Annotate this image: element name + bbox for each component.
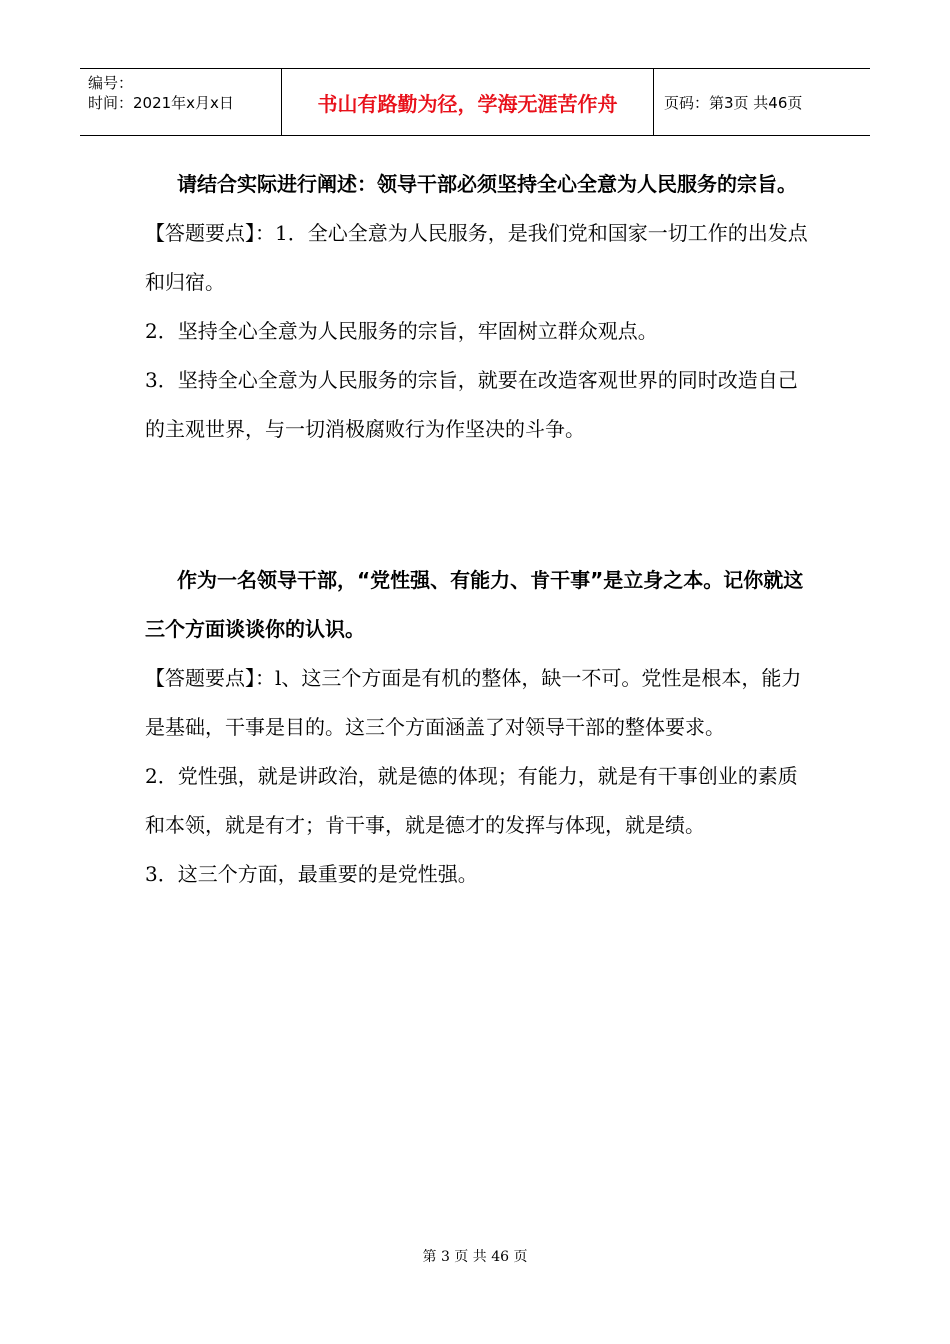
header-page-info: 页码：第3页 共46页 xyxy=(664,93,803,112)
answer-paragraph: 2．党性强，就是讲政治，就是德的体现；有能力，就是有干事创业的素质和本领，就是有才；肯干事，就是德才的发挥与体现，就是绩。 xyxy=(145,764,798,837)
document-time-label: 时间：2021年x月x日 xyxy=(88,94,234,112)
document-body xyxy=(145,160,810,899)
answer-paragraph: 【答题要点】：l、这三个方面是有机的整体，缺一不可。党性是根本，能力是基础，干事是目的。这三个方面涵盖了对领导干部的整体要求。 xyxy=(145,666,802,739)
answer-paragraph: 2．坚持全心全意为人民服务的宗旨，牢固树立群众观点。 xyxy=(145,319,658,343)
header-motto: 书山有路勤为径，学海无涯苦作舟 xyxy=(281,69,654,135)
section-1 xyxy=(145,160,810,454)
section-2 xyxy=(145,556,810,899)
answer-paragraph: 【答题要点】：1．全心全意为人民服务，是我们党和国家一切工作的出发点和归宿。 xyxy=(145,221,808,294)
answer-paragraph: 3．这三个方面，最重要的是党性强。 xyxy=(145,862,478,886)
page-header xyxy=(80,68,870,136)
header-meta xyxy=(80,69,281,135)
page-footer: 第 3 页 共 46 页 xyxy=(422,1249,528,1265)
section-spacer xyxy=(145,454,810,556)
question-1: 请结合实际进行阐述：领导干部必须坚持全心全意为人民服务的宗旨。 xyxy=(177,172,797,196)
document-number-label: 编号： xyxy=(88,74,134,92)
question-2: 作为一名领导干部，“党性强、有能力、肯干事”是立身之本。记你就这三个方面谈谈你的认识。 xyxy=(145,568,804,641)
answer-paragraph: 3．坚持全心全意为人民服务的宗旨，就要在改造客观世界的同时改造自己的主观世界，与一切消极腐败行为作坚决的斗争。 xyxy=(145,368,798,441)
